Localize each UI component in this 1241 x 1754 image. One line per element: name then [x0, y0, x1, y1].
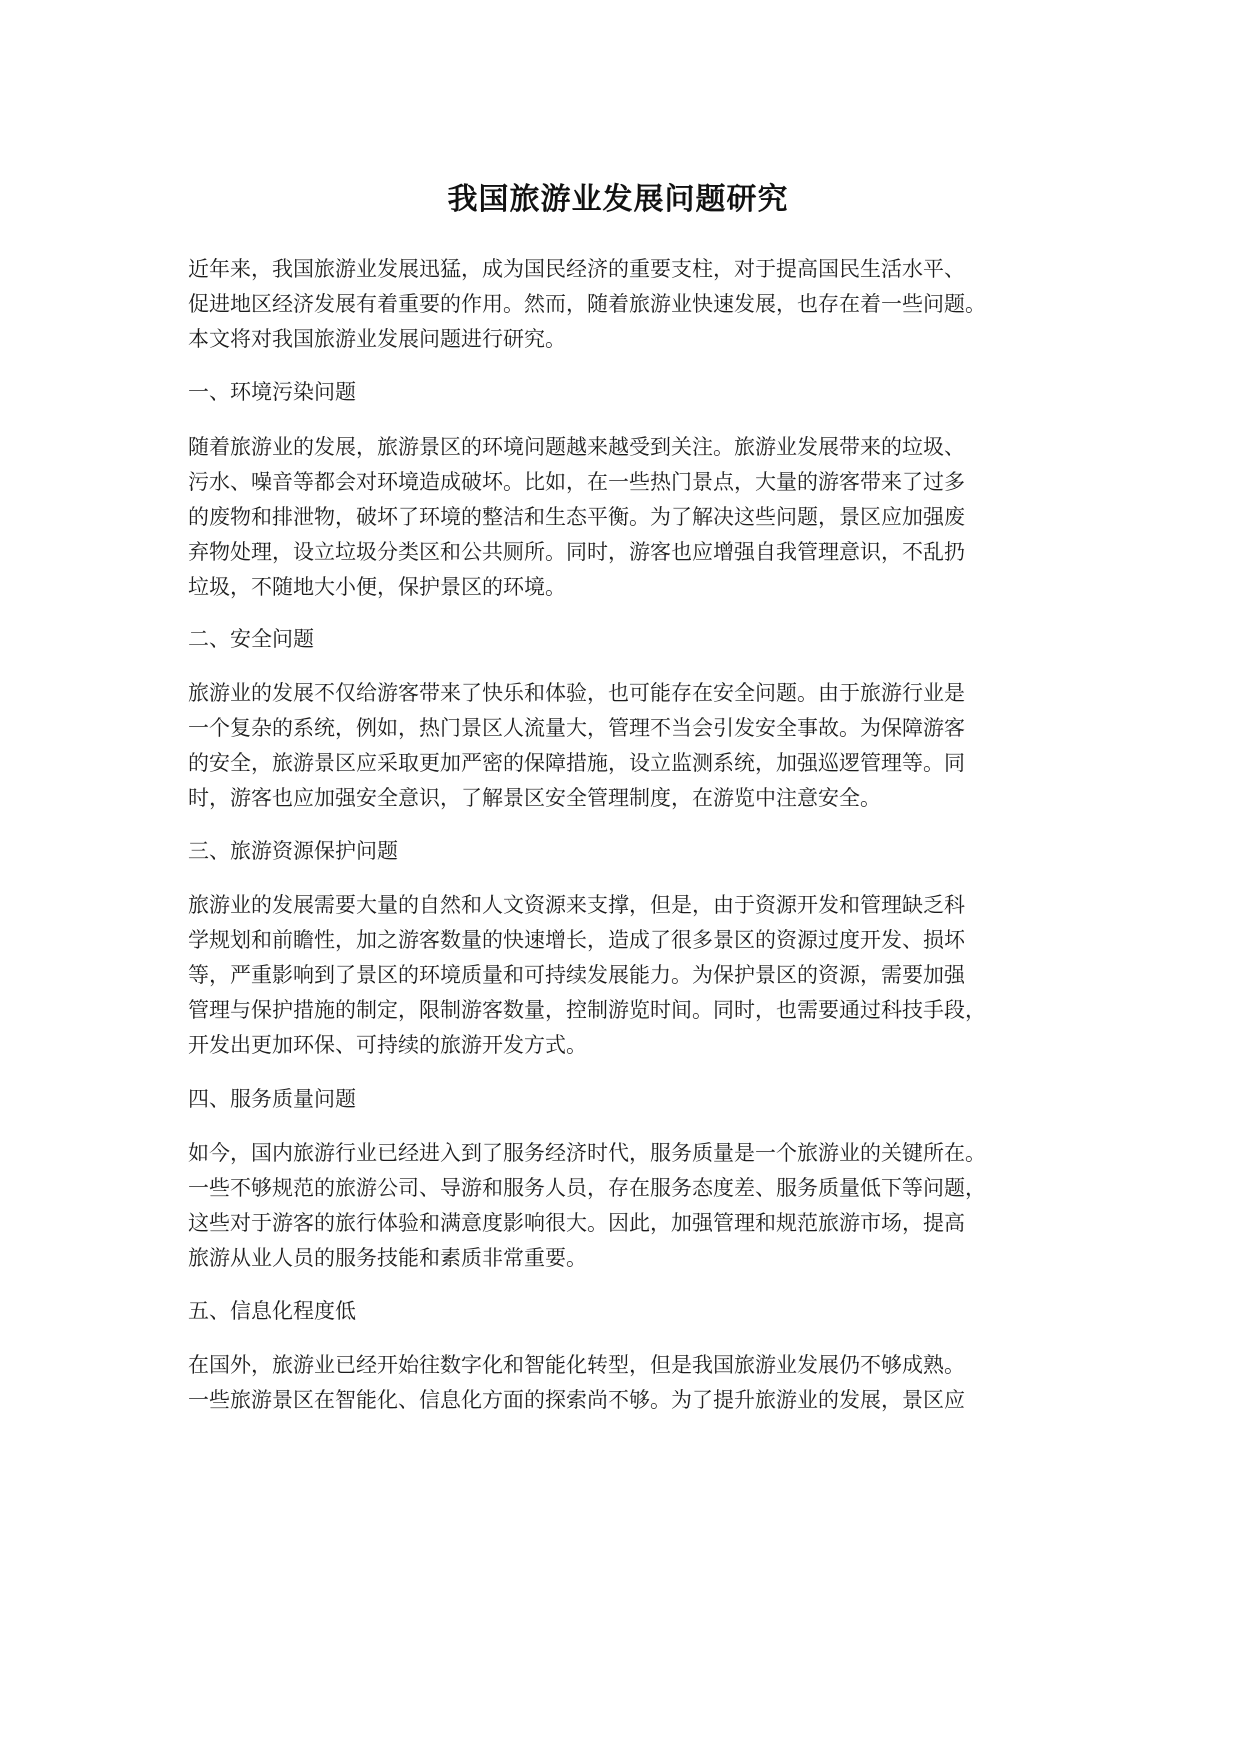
paragraph-line: 开发出更加环保、可持续的旅游开发方式。 — [188, 1033, 587, 1057]
paragraph-line: 如今，国内旅游行业已经进入到了服务经济时代，服务质量是一个旅游业的关键所在。 — [188, 1141, 986, 1165]
section-paragraph-service — [188, 1136, 986, 1276]
paragraph-line: 管理与保护措施的制定，限制游客数量，控制游览时间。同时，也需要通过科技手段， — [188, 998, 986, 1022]
section-heading-resources: 三、旅游资源保护问题 — [188, 839, 398, 863]
section-heading-service: 四、服务质量问题 — [188, 1087, 356, 1111]
paragraph-line: 一些旅游景区在智能化、信息化方面的探索尚不够。为了提升旅游业的发展，景区应 — [188, 1388, 965, 1412]
intro-paragraph — [188, 252, 986, 357]
paragraph-line: 等，严重影响到了景区的环境质量和可持续发展能力。为保护景区的资源，需要加强 — [188, 963, 965, 987]
paragraph-line: 旅游业的发展需要大量的自然和人文资源来支撑，但是，由于资源开发和管理缺乏科 — [188, 893, 965, 917]
paragraph-line: 这些对于游客的旅行体验和满意度影响很大。因此，加强管理和规范旅游市场，提高 — [188, 1211, 965, 1235]
paragraph-line: 本文将对我国旅游业发展问题进行研究。 — [188, 327, 566, 351]
paragraph-line: 一些不够规范的旅游公司、导游和服务人员，存在服务态度差、服务质量低下等问题， — [188, 1176, 986, 1200]
paragraph-line: 时，游客也应加强安全意识，了解景区安全管理制度，在游览中注意安全。 — [188, 786, 881, 810]
paragraph-line: 旅游从业人员的服务技能和素质非常重要。 — [188, 1246, 587, 1270]
paragraph-line: 的废物和排泄物，破坏了环境的整洁和生态平衡。为了解决这些问题，景区应加强废 — [188, 505, 965, 529]
paragraph-line: 的安全，旅游景区应采取更加严密的保障措施，设立监测系统，加强巡逻管理等。同 — [188, 751, 965, 775]
paragraph-line: 垃圾，不随地大小便，保护景区的环境。 — [188, 575, 566, 599]
paragraph-line: 污水、噪音等都会对环境造成破坏。比如，在一些热门景点，大量的游客带来了过多 — [188, 470, 965, 494]
paragraph-line: 弃物处理，设立垃圾分类区和公共厕所。同时，游客也应增强自我管理意识，不乱扔 — [188, 540, 965, 564]
paragraph-line: 在国外，旅游业已经开始往数字化和智能化转型，但是我国旅游业发展仍不够成熟。 — [188, 1353, 965, 1377]
section-heading-informatization: 五、信息化程度低 — [188, 1299, 356, 1323]
section-paragraph-resources — [188, 888, 986, 1063]
paragraph-line: 一个复杂的系统，例如，热门景区人流量大，管理不当会引发安全事故。为保障游客 — [188, 716, 965, 740]
section-heading-safety: 二、安全问题 — [188, 627, 314, 651]
paragraph-line: 随着旅游业的发展，旅游景区的环境问题越来越受到关注。旅游业发展带来的垃圾、 — [188, 435, 965, 459]
paragraph-line: 学规划和前瞻性，加之游客数量的快速增长，造成了很多景区的资源过度开发、损坏 — [188, 928, 965, 952]
document-title: 我国旅游业发展问题研究 — [447, 182, 789, 217]
paragraph-line: 旅游业的发展不仅给游客带来了快乐和体验，也可能存在安全问题。由于旅游行业是 — [188, 681, 965, 705]
section-heading-environment: 一、环境污染问题 — [188, 380, 356, 404]
section-paragraph-environment — [188, 430, 965, 605]
paragraph-line: 促进地区经济发展有着重要的作用。然而，随着旅游业快速发展，也存在着一些问题。 — [188, 292, 986, 316]
section-paragraph-safety — [188, 676, 965, 816]
section-paragraph-informatization — [188, 1348, 965, 1418]
paragraph-line: 近年来，我国旅游业发展迅猛，成为国民经济的重要支柱，对于提高国民生活水平、 — [188, 257, 965, 281]
